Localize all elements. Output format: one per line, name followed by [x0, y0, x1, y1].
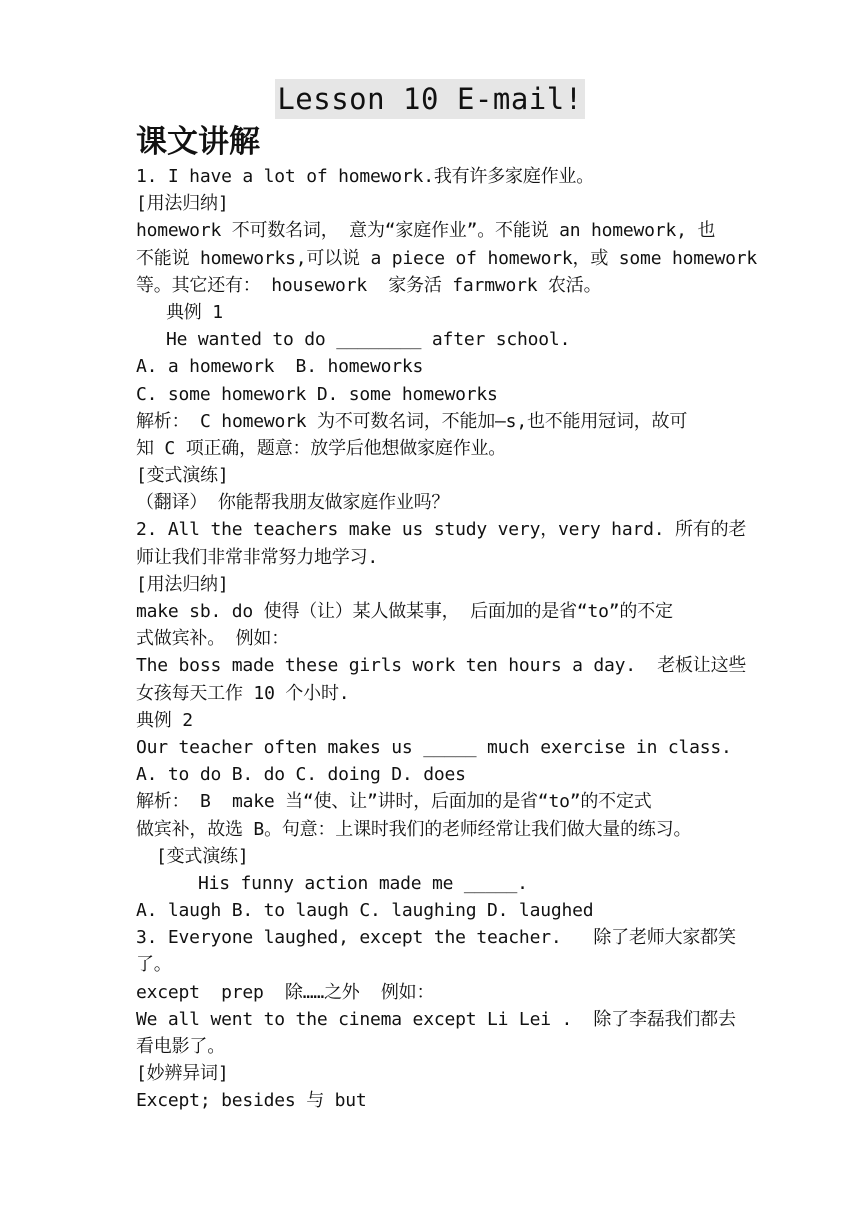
text-line: 师让我们非常非常努力地学习.	[136, 546, 379, 568]
text-line: except prep 除……之外 例如：	[136, 981, 435, 1003]
text-line: His funny action made me _____.	[198, 872, 528, 894]
text-line: （翻译） 你能帮我朋友做家庭作业吗？	[136, 492, 450, 514]
text-line: [变式演练]	[156, 845, 249, 867]
text-line: The boss made these girls work ten hours a day. 老板让这些	[136, 655, 747, 677]
text-line: [变式演练]	[136, 465, 229, 487]
text-line: [用法归纳]	[136, 573, 229, 595]
text-line: [妙辨异词]	[136, 1063, 229, 1085]
text-line: 不能说 homeworks,可以说 a piece of homework，或 some homework	[136, 247, 758, 269]
text-line: 了。	[136, 954, 172, 976]
text-line: 解析： B make 当“使、让”讲时，后面加的是省“to”的不定式	[136, 791, 652, 813]
text-line: 2. All the teachers make us study very，very hard. 所有的老	[136, 519, 747, 541]
title-wrap	[0, 79, 860, 119]
text-line: make sb. do 使得（让）某人做某事， 后面加的是省“to”的不定	[136, 601, 673, 622]
text-line: 等。其它还有： housework 家务活 farmwork 农活。	[136, 274, 602, 296]
text-line: We all went to the cinema except Li Lei . 除了李磊我们都去	[136, 1008, 736, 1030]
text-line: 典例 1	[166, 301, 223, 323]
text-line: A. laugh B. to laugh C. laughing D. laughed	[136, 900, 594, 922]
text-line: [用法归纳]	[136, 193, 229, 215]
text-line: Our teacher often makes us _____ much exercise in class.	[136, 736, 732, 758]
text-line: 知 C 项正确，题意：放学后他想做家庭作业。	[136, 437, 507, 459]
lesson-title: Lesson 10 E-mail!	[275, 79, 584, 119]
text-line: 典例 2	[136, 709, 193, 731]
section-heading: 课文讲解	[136, 124, 260, 160]
text-line: A. to do B. do C. doing D. does	[136, 764, 466, 786]
text-line: C. some homework D. some homeworks	[136, 383, 498, 405]
text-line: 女孩每天工作 10 个小时.	[136, 682, 350, 704]
text-line: Except; besides 与 but	[136, 1090, 367, 1112]
text-line: 做宾补，故选 B。句意：上课时我们的老师经常让我们做大量的练习。	[136, 818, 692, 840]
text-line: A. a homework B. homeworks	[136, 356, 424, 378]
text-line: 式做宾补。 例如：	[136, 628, 290, 650]
text-line: homework 不可数名词， 意为“家庭作业”。不能说 an homework, 也	[136, 220, 716, 242]
text-line: 解析： C homework 为不可数名词，不能加—s,也不能用冠词，故可	[136, 410, 688, 432]
text-line: 3. Everyone laughed, except the teacher. 除了老师大家都笑	[136, 927, 736, 949]
text-line: 看电影了。	[136, 1036, 225, 1057]
document-body	[136, 163, 760, 1115]
text-line: 1. I have a lot of homework.我有许多家庭作业。	[136, 166, 595, 187]
text-line: He wanted to do ________ after school.	[166, 329, 571, 351]
